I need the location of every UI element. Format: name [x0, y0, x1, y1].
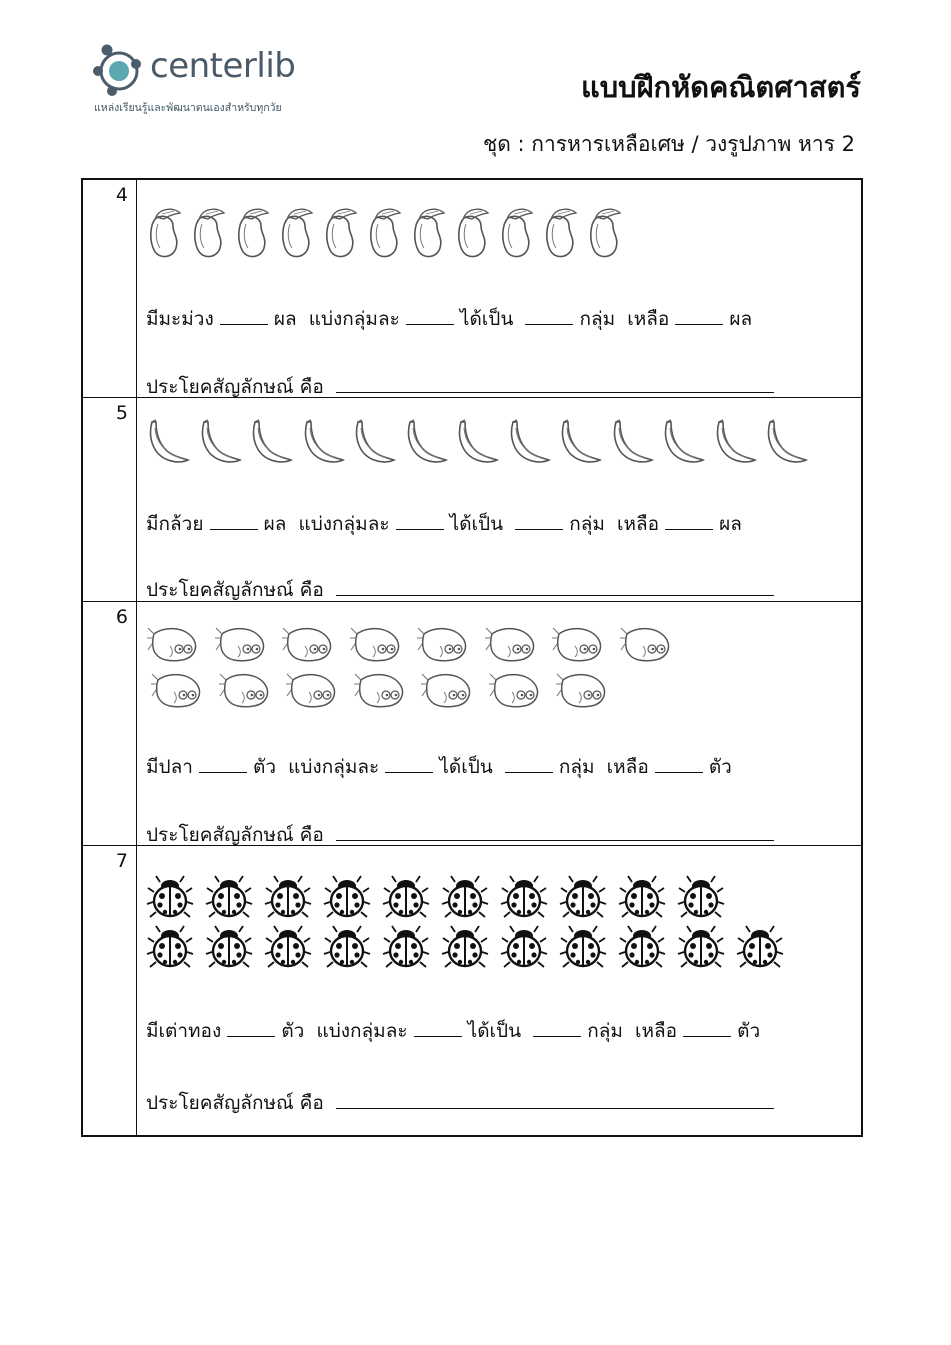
fish-icon [420, 670, 474, 716]
logo-tagline: แหล่งเรียนรู้และพัฒนาตนเองสำหรับทุกวัย [94, 102, 282, 114]
fish-icon [416, 624, 470, 670]
sentence-text: ตัว [708, 756, 732, 778]
sentence-text: ตัว [253, 756, 277, 778]
banana-icon [455, 418, 499, 472]
fish-icon [555, 670, 609, 716]
ladybug-icon [677, 924, 725, 974]
problem-row [83, 180, 861, 397]
sentence-text: ผล [719, 513, 742, 535]
fish-icon [214, 624, 268, 670]
sentence-text: ตัว [281, 1020, 305, 1042]
ladybug-icon [382, 924, 430, 974]
answer-blank[interactable] [210, 528, 258, 530]
mango-icon [322, 204, 362, 266]
sentence-text: แบ่งกลุ่มละ [308, 308, 400, 330]
mango-icon [190, 204, 230, 266]
sentence-text: ตัว [737, 1020, 761, 1042]
banana-icon [352, 418, 396, 472]
sentence-text: กลุ่ม [579, 308, 616, 330]
symbol-answer-blank[interactable] [336, 839, 774, 841]
symbol-answer-blank[interactable] [336, 1107, 774, 1109]
page-title: แบบฝึกหัดคณิตศาสตร์ [581, 70, 861, 104]
sentence-text: มีเต่าทอง [146, 1020, 222, 1042]
problem-number: 5 [83, 398, 137, 601]
problem-number: 6 [83, 602, 137, 845]
sentence-text: มีมะม่วง [146, 308, 214, 330]
ladybug-icon [559, 874, 607, 924]
answer-blank[interactable] [533, 1035, 581, 1037]
ladybug-icon [500, 874, 548, 924]
symbol-label: ประโยคสัญลักษณ์ คือ [146, 1092, 324, 1114]
sentence-text: ได้เป็น [439, 756, 493, 778]
mango-icon [542, 204, 582, 266]
sentence-text: ได้เป็น [449, 513, 504, 535]
problem-row [83, 397, 861, 601]
ladybug-icon [205, 874, 253, 924]
ladybug-icon [441, 874, 489, 924]
problem-row [83, 845, 861, 1135]
sentence-text: มีกล้วย [146, 513, 204, 535]
fish-icon [146, 624, 200, 670]
mango-icon [586, 204, 626, 266]
division-sentence [146, 1016, 760, 1046]
sentence-text: กลุ่ม [587, 1020, 623, 1042]
banana-icon [146, 418, 190, 472]
fish-icon [281, 624, 335, 670]
banana-icon [507, 418, 551, 472]
mango-icon [366, 204, 406, 266]
mango-icon [146, 204, 186, 266]
sentence-text: แบ่งกลุ่มละ [288, 756, 380, 778]
answer-blank[interactable] [385, 771, 433, 773]
fish-icon [484, 624, 538, 670]
problem-row [83, 601, 861, 845]
logo-text: centerlib [150, 46, 296, 86]
symbol-label: ประโยคสัญลักษณ์ คือ [146, 824, 324, 846]
symbol-sentence [146, 1088, 774, 1118]
logo-molecule-icon [92, 42, 148, 98]
answer-blank[interactable] [675, 323, 723, 325]
sentence-text: กลุ่ม [569, 513, 605, 535]
sentence-text: ผล [273, 308, 297, 330]
answer-blank[interactable] [515, 528, 563, 530]
sentence-text: เหลือ [606, 756, 649, 778]
sentence-text: ได้เป็น [467, 1020, 522, 1042]
answer-blank[interactable] [505, 771, 553, 773]
fish-icon [551, 624, 605, 670]
answer-blank[interactable] [199, 771, 247, 773]
ladybug-icon [323, 924, 371, 974]
worksheet-subtitle: ชุด : การหารเหลือเศษ / วงรูปภาพ หาร 2 [482, 132, 855, 156]
fish-icon [150, 670, 204, 716]
division-sentence [146, 304, 752, 334]
fish-icon [218, 670, 272, 716]
sentence-text: ผล [729, 308, 753, 330]
sentence-text: แบ่งกลุ่มละ [298, 513, 390, 535]
ladybug-icon [677, 874, 725, 924]
answer-blank[interactable] [665, 528, 713, 530]
ladybug-icon [559, 924, 607, 974]
mango-icon [410, 204, 450, 266]
logo [92, 40, 352, 120]
answer-blank[interactable] [220, 323, 268, 325]
symbol-answer-blank[interactable] [336, 391, 774, 393]
ladybug-icon [500, 924, 548, 974]
mango-icon [278, 204, 318, 266]
symbol-answer-blank[interactable] [336, 594, 774, 596]
sentence-text: เหลือ [627, 308, 670, 330]
mango-icon [454, 204, 494, 266]
banana-icon [301, 418, 345, 472]
sentence-text: กลุ่ม [558, 756, 595, 778]
banana-icon [249, 418, 293, 472]
fish-icon [285, 670, 339, 716]
answer-blank[interactable] [414, 1035, 462, 1037]
banana-icon [558, 418, 602, 472]
problem-number: 4 [83, 180, 137, 397]
sentence-text: มีปลา [146, 756, 193, 778]
ladybug-icon [736, 924, 784, 974]
banana-icon [661, 418, 705, 472]
ladybug-icon [146, 924, 194, 974]
banana-icon [764, 418, 808, 472]
banana-icon [404, 418, 448, 472]
banana-icon [610, 418, 654, 472]
sentence-text: แบ่งกลุ่มละ [316, 1020, 408, 1042]
answer-blank[interactable] [525, 323, 573, 325]
problem-number: 7 [83, 846, 137, 1135]
ladybug-icon [441, 924, 489, 974]
sentence-text: ได้เป็น [459, 308, 514, 330]
ladybug-icon [264, 924, 312, 974]
fish-icon [488, 670, 542, 716]
sentence-text: ผล [263, 513, 287, 535]
answer-blank[interactable] [227, 1035, 275, 1037]
ladybug-icon [618, 924, 666, 974]
banana-icon [198, 418, 242, 472]
division-sentence [146, 752, 732, 782]
answer-blank[interactable] [396, 528, 444, 530]
worksheet-table [81, 178, 863, 1137]
sentence-text: เหลือ [635, 1020, 678, 1042]
symbol-label: ประโยคสัญลักษณ์ คือ [146, 579, 324, 601]
answer-blank[interactable] [655, 771, 703, 773]
symbol-label: ประโยคสัญลักษณ์ คือ [146, 376, 324, 398]
ladybug-icon [146, 874, 194, 924]
mango-icon [234, 204, 274, 266]
ladybug-icon [264, 874, 312, 924]
ladybug-icon [205, 924, 253, 974]
ladybug-icon [382, 874, 430, 924]
division-sentence [146, 509, 742, 539]
fish-icon [353, 670, 407, 716]
fish-icon [619, 624, 673, 670]
mango-icon [498, 204, 538, 266]
fish-icon [349, 624, 403, 670]
banana-icon [713, 418, 757, 472]
answer-blank[interactable] [683, 1035, 731, 1037]
answer-blank[interactable] [406, 323, 454, 325]
ladybug-icon [323, 874, 371, 924]
sentence-text: เหลือ [617, 513, 660, 535]
ladybug-icon [618, 874, 666, 924]
